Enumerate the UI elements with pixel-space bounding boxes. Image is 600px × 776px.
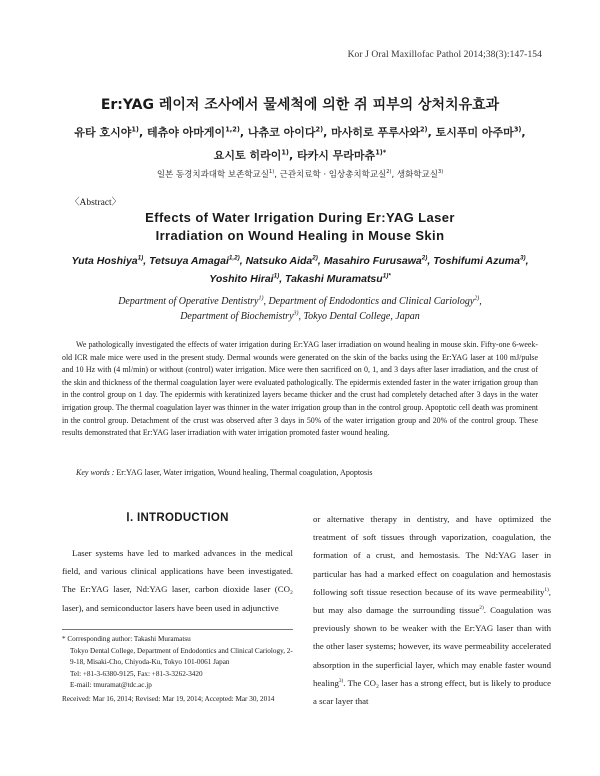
korean-author: 나츄코 아이다 bbox=[247, 126, 316, 139]
korean-title: Er:YAG 레이저 조사에서 물세척에 의한 쥐 피부의 상처치유효과 bbox=[100, 97, 500, 113]
korean-author: 타카시 무라마츄 bbox=[296, 149, 376, 162]
english-authors-line2: Yoshito Hirai$^{1)}$, Takashi Muramatsu$^{1)*}$ bbox=[209, 272, 391, 285]
left-column bbox=[62, 510, 293, 617]
citation: 1) bbox=[544, 586, 549, 593]
received-dates: Received: Mar 16, 2014; Revised: Mar 19, 2014; Accepted: Mar 30, 2014 bbox=[62, 694, 275, 703]
english-affiliations-line1: Department of Operative Dentistry$^{1)}$, Department of Endodontics and Clinical Cariology$^{2)}$, bbox=[118, 295, 482, 307]
english-affiliations-line2: Department of Biochemistry$^{3)}$, Tokyo Dental College, Japan bbox=[180, 310, 420, 322]
korean-author: 유타 호시야 bbox=[74, 126, 132, 139]
citation: 2) bbox=[479, 605, 484, 612]
korean-author: 테츄야 아마게이 bbox=[146, 126, 226, 139]
journal-reference: Kor J Oral Maxillofac Pathol 2014;38(3):147-154 bbox=[347, 50, 542, 60]
abstract-label: 〈Abstract〉 bbox=[70, 198, 122, 208]
introduction-paragraph-right: or alternative therapy in dentistry, and have optimized the treatment of soft tissues through vaporization, coagulation, the formation of a crust, and hemostasis. The Nd:YAG laser in particular has had a marked effect on coagulation and hemostasis following soft tissue resection because of its wave permeability$^{1)}$, but may also damage the surrounding tissue$^{2)}$. Coagulation was previously shown to be weaker with the Er:YAG laser than with the other laser systems; however, its wave permeability accelerated absorption in the superficial layer, which may enable faster wound healing$^{3)}$. The CO₂ laser has a strong effect, but is likely to produce a scar layer that bbox=[313, 514, 552, 707]
korean-affiliations: 일본 동경치과대학 보존학교실$^{1)}$, 근관치료학 · 임상총치학교실$^{2)}$, 생화학교실$^{3)}$ bbox=[156, 169, 444, 180]
abstract-text: We pathologically investigated the effects of water irrigation during Er:YAG laser irradiation on wound healing in mouse skin. Fifty-one 6-week-old ICR male mice were used in the present study. Dermal wounds were generated on the skin of the backs using the Er:YAG laser at 100 mJ/pulse and 10 Hz with (4 ml/min) or without (control) water irrigation. Mice were then sacrificed on 0, 1, and 3 days after laser irradiation, and the crust of the skin and thickness of the thermal coagulation layer were evaluated pathologically. The epidermis extended faster in the water irrigation group than in the control group on 1 day. The epidermis with keratinized layers became thicker and the crust had completely detached after 3 days in the water irrigation group. The thermal coagulation layer was thinner in the water irrigation group than in the control group. Apoptotic cell death was prominent in the control group. Detachment of the crust was observed after 3 days in 50% of the water irrigation group and 20% of the control group. These results demonstrated that Er:YAG laser irradiation with water irrigation promoted faster wound healing. bbox=[62, 340, 538, 438]
korean-authors-line2: 요시토 히라이$^{1)}$, 타카시 무라마츄$^{1)*}$ bbox=[213, 148, 387, 162]
korean-author: 토시푸미 아주마 bbox=[435, 126, 514, 139]
keywords-text: Er:YAG laser, Water irrigation, Wound healing, Thermal coagulation, Apoptosis bbox=[116, 468, 373, 477]
introduction-heading: Ⅰ. INTRODUCTION bbox=[126, 512, 229, 524]
english-title-line2: Irradiation on Wound Healing in Mouse Skin bbox=[155, 228, 445, 243]
korean-authors-line1: 유타 호시야$^{1)}$, 테츄야 아마게이$^{1,2)}$, 나츄코 아이다$^{2)}$, 마사히로 푸루사와$^{2)}$, 토시푸미 아주마$^{3)}$, bbox=[74, 125, 526, 139]
english-title-line1: Effects of Water Irrigation During Er:YAG Laser bbox=[145, 210, 455, 225]
right-column bbox=[313, 510, 551, 710]
author-address: Tokyo Dental College, Department of Endodontics and Clinical Cariology, 2-9-18, Misaki-Cho, Chiyoda-Ku, Tokyo 101-0061 Japan bbox=[70, 646, 293, 667]
corresponding-author-footnote bbox=[62, 629, 293, 706]
korean-author: 마사히로 푸루사와 bbox=[331, 126, 420, 139]
author-phone-fax: Tel: +81-3-6380-9125, Fax: +81-3-3262-3420 bbox=[70, 669, 203, 678]
author-email: E-mail: tmuramat@tdc.ac.jp bbox=[70, 681, 152, 690]
corresponding-author: * Corresponding author: Takashi Muramatsu bbox=[62, 635, 191, 643]
korean-author: 요시토 히라이 bbox=[213, 149, 282, 162]
english-authors-line1: Yuta Hoshiya$^{1)}$, Tetsuya Amagai$^{1,2)}$, Natsuko Aida$^{2)}$, Masahiro Furusawa$^{2)}$, Toshifumi Azuma$^{3)}$, bbox=[71, 254, 529, 267]
introduction-paragraph-left: Laser systems have led to marked advances in the medical field, and various clinical applications have been investigated. The Er:YAG laser, Nd:YAG laser, carbon dioxide laser (CO₂ laser), and semiconductor lasers have been used in adjunctive bbox=[62, 548, 293, 613]
keywords bbox=[76, 468, 373, 477]
citation: 3) bbox=[338, 677, 344, 684]
keywords-label: Key words : bbox=[76, 468, 115, 477]
